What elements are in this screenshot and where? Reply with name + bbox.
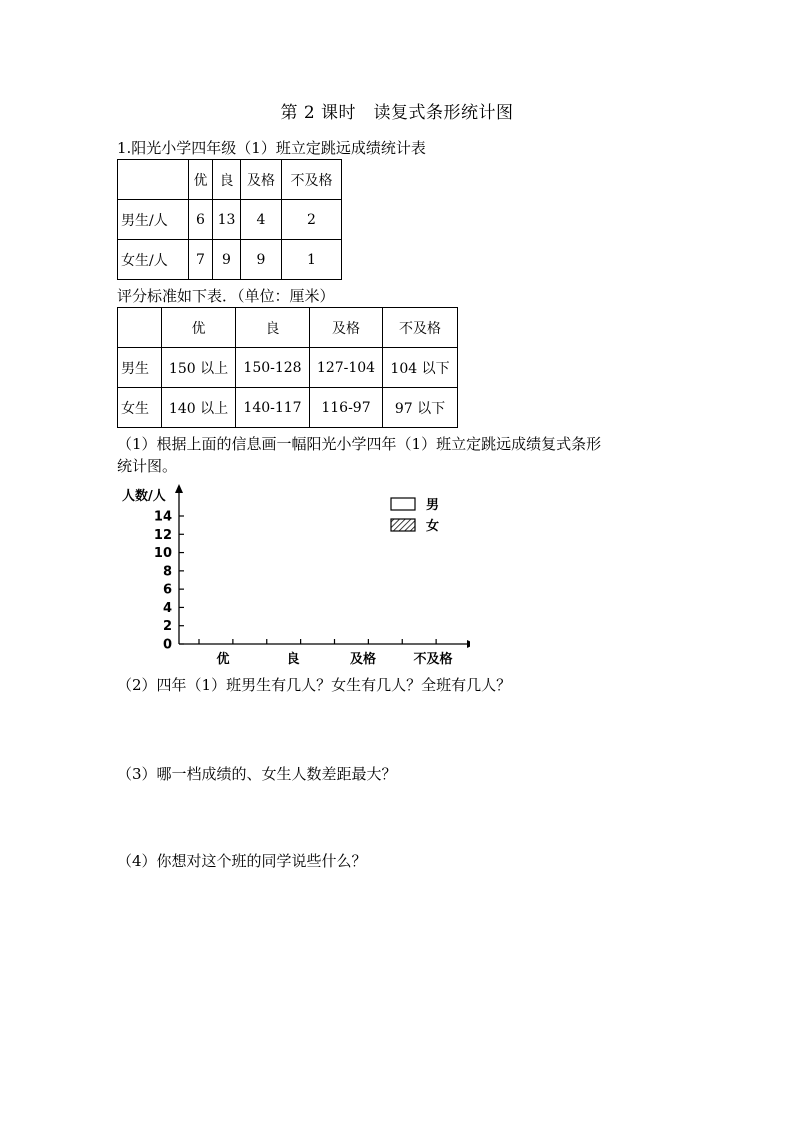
table-header-cell: 优 xyxy=(189,160,213,200)
table-header-cell: 不及格 xyxy=(383,308,458,348)
score-count-table xyxy=(117,159,342,280)
row-label: 男生/人 xyxy=(118,200,189,240)
y-tick-label: 14 xyxy=(153,509,172,525)
table-cell: 7 xyxy=(189,240,213,280)
legend-label-female: 女 xyxy=(426,519,440,534)
table-cell: 127-104 xyxy=(310,348,383,388)
table-cell: 13 xyxy=(213,200,241,240)
legend xyxy=(391,498,439,534)
legend-swatch-female xyxy=(391,519,415,531)
table-cell: 104 以下 xyxy=(383,348,458,388)
question-3: （3）哪一档成绩的、女生人数差距最大？ xyxy=(117,765,397,783)
table-cell: 4 xyxy=(241,200,282,240)
y-tick-label: 6 xyxy=(162,582,172,598)
table-header-row xyxy=(118,160,342,200)
y-tick-label: 4 xyxy=(162,600,172,616)
table-row xyxy=(118,240,342,280)
question-4: （4）你想对这个班的同学说些什么？ xyxy=(117,852,367,870)
y-tick-label: 0 xyxy=(162,637,172,653)
x-category-label: 良 xyxy=(286,652,300,667)
y-tick-label: 10 xyxy=(153,546,172,562)
table-row xyxy=(118,200,342,240)
y-axis-arrow-icon xyxy=(175,484,183,493)
x-axis-ticks xyxy=(199,639,453,667)
empty-bar-chart xyxy=(110,480,470,672)
scoring-criteria-table xyxy=(117,307,458,428)
question-1-heading: 1.阳光小学四年级（1）班立定跳远成绩统计表 xyxy=(117,139,426,157)
subquestion-1-line-1: （1）根据上面的信息画一幅阳光小学四年（1）班立定跳远成绩复式条形 xyxy=(117,435,602,453)
x-category-label: 优 xyxy=(216,652,230,667)
y-tick-label: 12 xyxy=(153,527,172,543)
table-cell: 97 以下 xyxy=(383,388,458,428)
table-cell: 2 xyxy=(282,200,342,240)
row-label: 女生 xyxy=(118,388,162,428)
x-category-label: 及格 xyxy=(349,652,377,667)
question-2: （2）四年（1）班男生有几人？女生有几人？全班有几人？ xyxy=(117,676,512,694)
table-cell: 150-128 xyxy=(236,348,310,388)
table-corner-cell xyxy=(118,160,189,200)
y-tick-label: 2 xyxy=(162,619,172,635)
table-cell: 6 xyxy=(189,200,213,240)
table-header-cell: 不及格 xyxy=(282,160,342,200)
legend-swatch-male xyxy=(391,498,415,510)
table-header-cell: 良 xyxy=(236,308,310,348)
table-cell: 140 以上 xyxy=(162,388,236,428)
x-category-label: 不及格 xyxy=(413,652,453,667)
table-corner-cell xyxy=(118,308,162,348)
subquestion-1-line-2: 统计图。 xyxy=(117,457,178,475)
table-cell: 9 xyxy=(213,240,241,280)
table-header-cell: 及格 xyxy=(241,160,282,200)
page-title: 第 2 课时 读复式条形统计图 xyxy=(280,103,514,123)
table-header-cell: 良 xyxy=(213,160,241,200)
row-label: 女生/人 xyxy=(118,240,189,280)
table-header-row xyxy=(118,308,458,348)
criteria-caption: 评分标准如下表．（单位：厘米） xyxy=(117,287,335,305)
table-cell: 116-97 xyxy=(310,388,383,428)
table-cell: 9 xyxy=(241,240,282,280)
y-tick-label: 8 xyxy=(162,564,172,580)
y-axis-label: 人数/人 xyxy=(122,489,166,504)
table-row xyxy=(118,348,458,388)
table-cell: 1 xyxy=(282,240,342,280)
x-axis-arrow-icon xyxy=(467,640,470,648)
table-header-cell: 优 xyxy=(162,308,236,348)
table-header-cell: 及格 xyxy=(310,308,383,348)
table-cell: 150 以上 xyxy=(162,348,236,388)
table-cell: 140-117 xyxy=(236,388,310,428)
table-row xyxy=(118,388,458,428)
legend-label-male: 男 xyxy=(426,498,440,513)
row-label: 男生 xyxy=(118,348,162,388)
